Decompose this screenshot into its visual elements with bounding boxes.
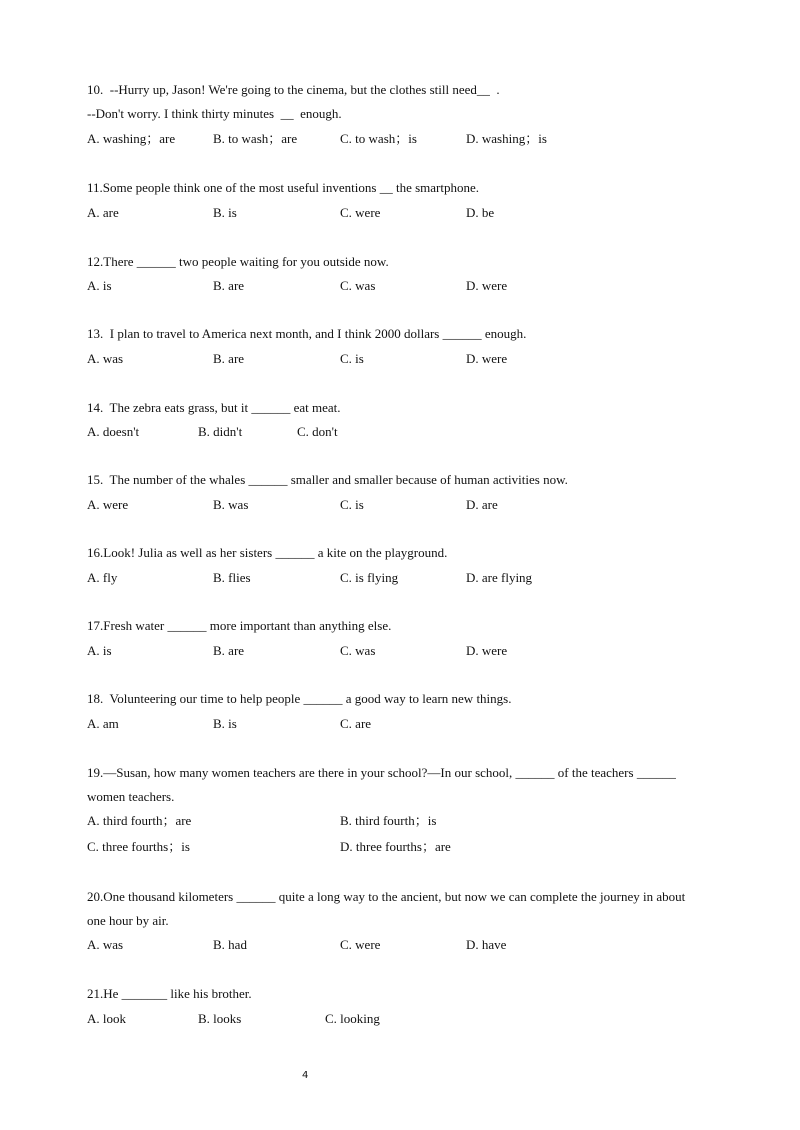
question-10-line-1: 10. --Hurry up, Jason! We're going to the cinema, but the clothes still need__ . xyxy=(87,82,500,97)
question-17-line-1: 17.Fresh water ______ more important than anything else. xyxy=(87,618,392,633)
question-13-option-a: A. was xyxy=(87,351,124,366)
question-10-option-b: B. to wash；are xyxy=(213,131,298,146)
question-21-option-b: B. looks xyxy=(198,1011,242,1026)
question-15-option-a: A. were xyxy=(87,497,129,512)
question-19-option-c: C. three fourths；is xyxy=(87,839,190,854)
question-11-option-b: B. is xyxy=(213,205,237,220)
question-13-option-b: B. are xyxy=(213,351,245,366)
question-11-line-1: 11.Some people think one of the most useful inventions __ the smartphone. xyxy=(87,180,479,195)
question-17-option-b: B. are xyxy=(213,643,245,658)
question-17-option-c: C. was xyxy=(340,643,376,658)
question-20-option-a: A. was xyxy=(87,937,124,952)
question-10-option-d: D. washing；is xyxy=(466,131,547,146)
question-18-option-b: B. is xyxy=(213,716,237,731)
question-12-option-d: D. were xyxy=(466,278,508,293)
question-11-option-d: D. be xyxy=(466,205,495,220)
question-11-option-a: A. are xyxy=(87,205,119,220)
question-14-option-c: C. don't xyxy=(297,424,338,439)
question-16-line-1: 16.Look! Julia as well as her sisters ______ a kite on the playground. xyxy=(87,545,448,560)
question-12-line-1: 12.There ______ two people waiting for you outside now. xyxy=(87,254,389,269)
question-19-option-d: D. three fourths；are xyxy=(340,839,451,854)
question-16-option-c: C. is flying xyxy=(340,570,399,585)
question-13-option-c: C. is xyxy=(340,351,364,366)
question-13-line-1: 13. I plan to travel to America next month, and I think 2000 dollars ______ enough. xyxy=(87,326,527,341)
question-19-line-1: 19.—Susan, how many women teachers are there in your school?—In our school, ______ of the teachers ______ xyxy=(87,765,676,780)
question-18-option-a: A. am xyxy=(87,716,119,731)
question-14-line-1: 14. The zebra eats grass, but it ______ eat meat. xyxy=(87,400,341,415)
question-12-option-b: B. are xyxy=(213,278,245,293)
question-19-option-a: A. third fourth；are xyxy=(87,813,192,828)
question-14-option-b: B. didn't xyxy=(198,424,243,439)
question-15-option-c: C. is xyxy=(340,497,364,512)
question-20-line-1: 20.One thousand kilometers ______ quite a long way to the ancient, but now we can complete the journey in about xyxy=(87,889,686,904)
question-21-option-a: A. look xyxy=(87,1011,126,1026)
question-15-option-d: D. are xyxy=(466,497,498,512)
question-13-option-d: D. were xyxy=(466,351,508,366)
question-16-option-b: B. flies xyxy=(213,570,251,585)
question-12-option-a: A. is xyxy=(87,278,112,293)
question-15-line-1: 15. The number of the whales ______ smaller and smaller because of human activities now. xyxy=(87,472,568,487)
question-14-option-a: A. doesn't xyxy=(87,424,140,439)
question-20-option-b: B. had xyxy=(213,937,247,952)
question-10-option-c: C. to wash；is xyxy=(340,131,417,146)
question-16-option-d: D. are flying xyxy=(466,570,533,585)
question-12-option-c: C. was xyxy=(340,278,376,293)
question-18-line-1: 18. Volunteering our time to help people ______ a good way to learn new things. xyxy=(87,691,512,706)
question-20-line-2: one hour by air. xyxy=(87,913,169,928)
question-21-line-1: 21.He _______ like his brother. xyxy=(87,986,252,1001)
question-21-option-c: C. looking xyxy=(325,1011,380,1026)
question-19-line-2: women teachers. xyxy=(87,789,175,804)
question-18-option-c: C. are xyxy=(340,716,372,731)
question-10-option-a: A. washing；are xyxy=(87,131,176,146)
question-17-option-a: A. is xyxy=(87,643,112,658)
question-17-option-d: D. were xyxy=(466,643,508,658)
question-16-option-a: A. fly xyxy=(87,570,118,585)
page-number: 4 xyxy=(302,1070,309,1081)
question-11-option-c: C. were xyxy=(340,205,381,220)
question-19-option-b: B. third fourth；is xyxy=(340,813,437,828)
question-20-option-c: C. were xyxy=(340,937,381,952)
question-15-option-b: B. was xyxy=(213,497,249,512)
question-10-line-2: --Don't worry. I think thirty minutes __ enough. xyxy=(87,106,342,121)
question-20-option-d: D. have xyxy=(466,937,507,952)
